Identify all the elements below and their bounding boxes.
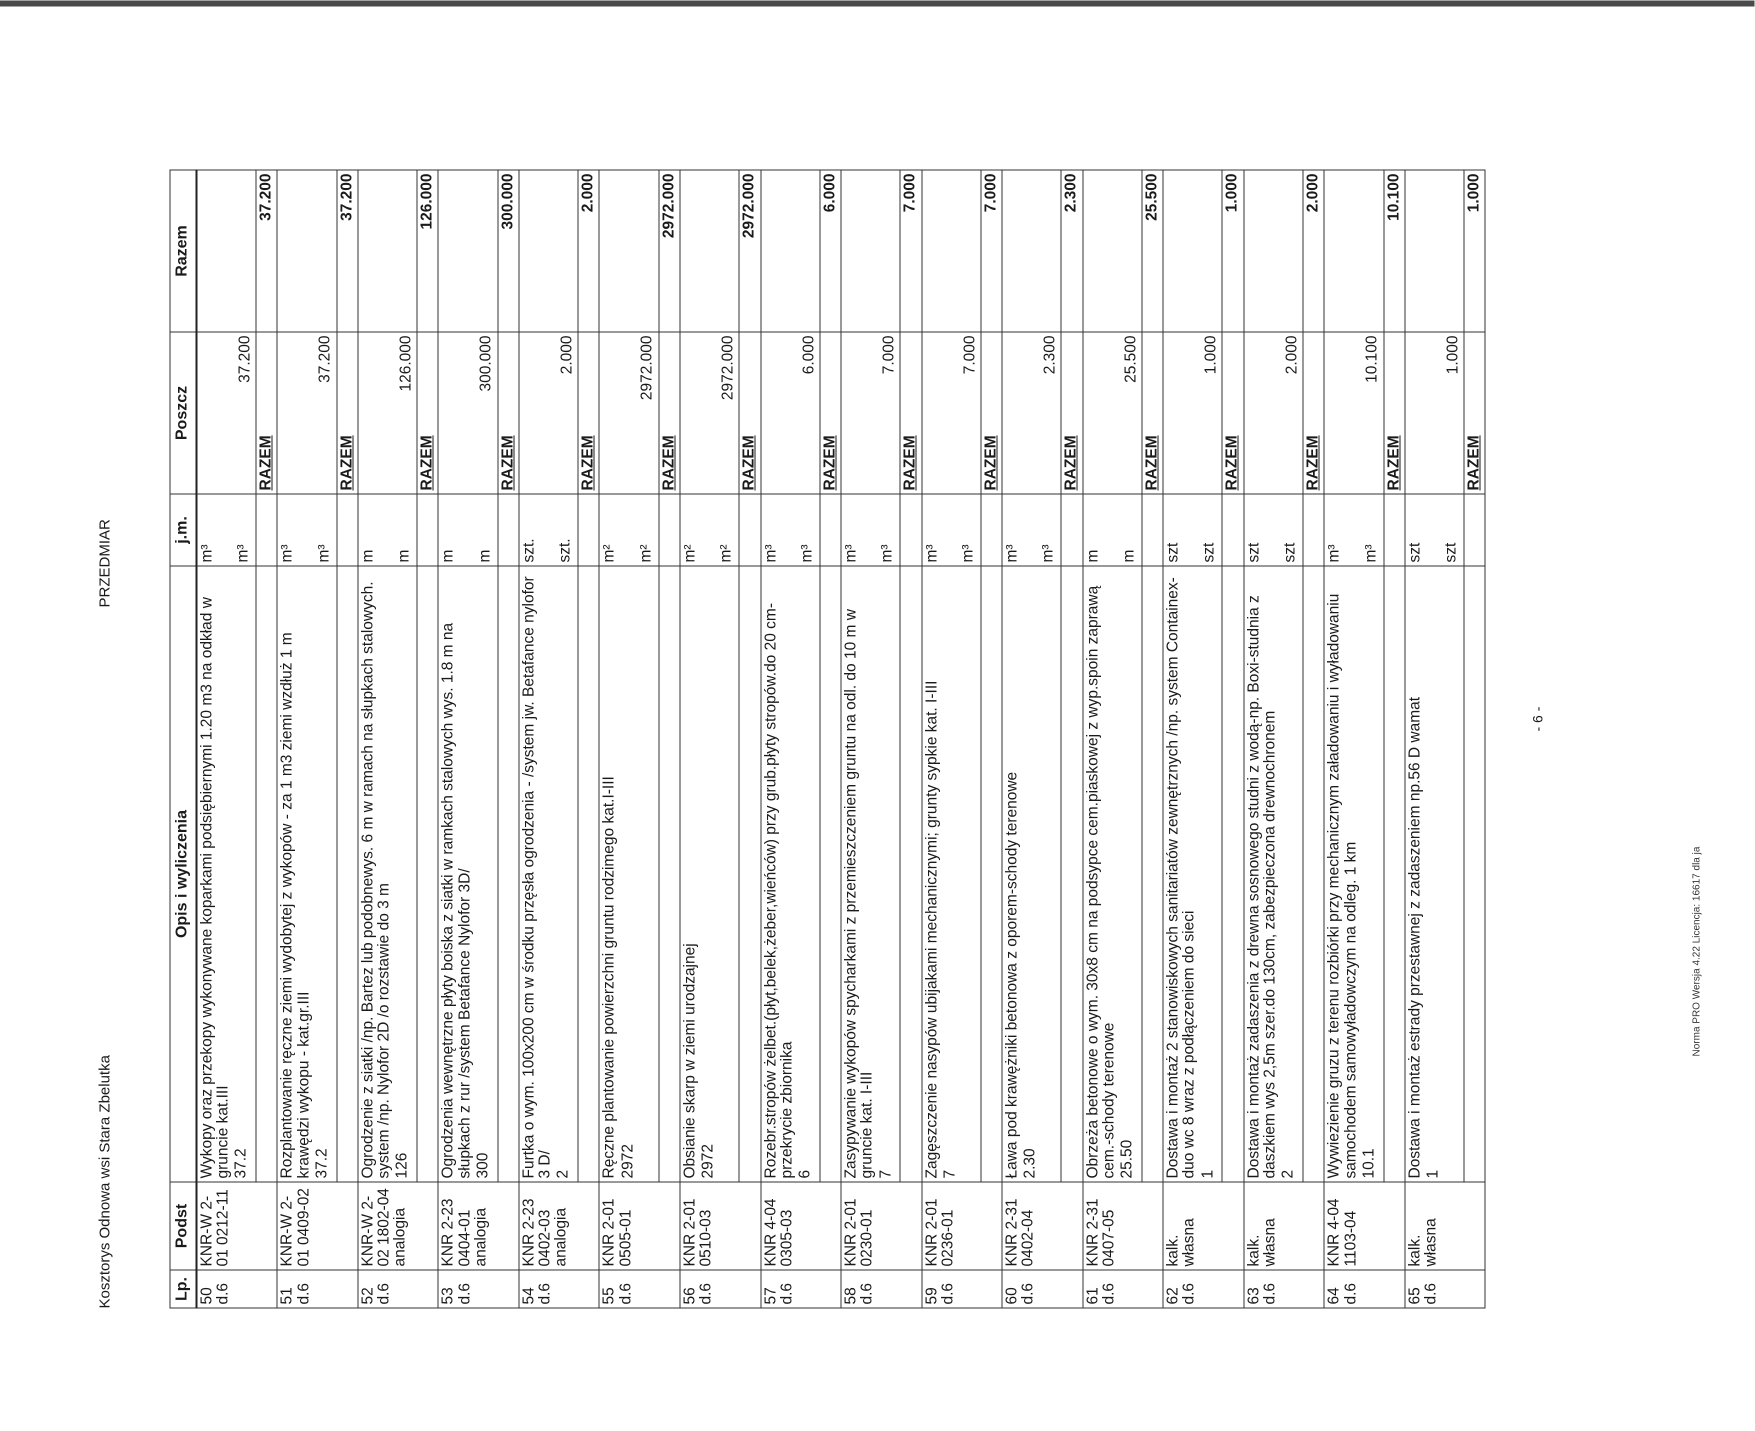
row-lp: 57 d.6 <box>761 1270 842 1308</box>
row-total: 300.000 <box>498 170 519 332</box>
razem-spacer <box>659 566 680 1182</box>
row-calculation: 1 <box>1199 1169 1217 1179</box>
razem-label: RAZEM <box>256 332 277 494</box>
row-unit-top: szt. <box>520 538 538 563</box>
row-description: Rozplantowanie ręczne ziemi wydobytej z wykopów - za 1 m3 ziemi wzdłuż 1 m krawędzi wykopu - kat.gr.III <box>278 632 313 1179</box>
razem-label: RAZEM <box>1303 332 1324 494</box>
razem-label: RAZEM <box>337 332 358 494</box>
row-podst: KNR 2-23 0404-01 analogia <box>438 1182 519 1270</box>
row-unit <box>922 494 981 566</box>
razem-label: RAZEM <box>1464 332 1485 494</box>
razem-spacer <box>337 494 358 566</box>
razem-spacer <box>256 494 277 566</box>
razem-row <box>820 170 841 1308</box>
row-unit <box>1163 494 1222 566</box>
table-row <box>680 170 739 1308</box>
row-lp: 61 d.6 <box>1083 1270 1164 1308</box>
row-razem-empty <box>519 170 578 332</box>
razem-spacer <box>820 566 841 1182</box>
razem-row <box>417 170 438 1308</box>
row-unit-calc: m³ <box>798 544 816 563</box>
row-poszcz <box>599 332 658 494</box>
razem-label: RAZEM <box>1222 332 1243 494</box>
row-lp: 55 d.6 <box>599 1270 680 1308</box>
row-poszcz <box>438 332 497 494</box>
row-poszcz <box>1002 332 1061 494</box>
row-opis <box>680 566 739 1182</box>
razem-spacer <box>498 566 519 1182</box>
razem-spacer <box>1384 566 1405 1182</box>
row-poszcz-value: 25.500 <box>1122 335 1140 383</box>
razem-spacer <box>1142 494 1163 566</box>
row-lp: 51 d.6 <box>277 1270 358 1308</box>
razem-spacer <box>900 566 921 1182</box>
row-unit-calc: m² <box>717 544 735 563</box>
row-total: 25.500 <box>1142 170 1163 332</box>
razem-row <box>256 170 277 1308</box>
row-podst: KNR 2-23 0402-03 analogia <box>519 1182 600 1270</box>
row-calculation: 37.2 <box>232 1148 250 1179</box>
row-razem-empty <box>1244 170 1303 332</box>
row-calculation: 2972 <box>619 1144 637 1179</box>
row-lp: 63 d.6 <box>1244 1270 1325 1308</box>
row-calculation: 7 <box>941 1169 959 1179</box>
razem-spacer <box>578 494 599 566</box>
razem-spacer <box>820 494 841 566</box>
razem-row <box>1464 170 1485 1308</box>
razem-spacer <box>337 566 358 1182</box>
row-razem-empty <box>599 170 658 332</box>
row-razem-empty <box>1002 170 1061 332</box>
row-unit-calc: m³ <box>959 544 977 563</box>
row-poszcz-value: 300.000 <box>477 335 495 392</box>
row-poszcz-value: 37.200 <box>236 335 254 383</box>
row-total: 126.000 <box>417 170 438 332</box>
row-poszcz-value: 2.000 <box>558 335 576 375</box>
row-unit-calc: m <box>476 549 494 563</box>
row-calculation: 2.30 <box>1021 1148 1039 1179</box>
razem-label: RAZEM <box>498 332 519 494</box>
row-unit-calc: m³ <box>878 544 896 563</box>
row-opis <box>1324 566 1383 1182</box>
row-description: Wywiezienie gruzu z terenu rozbiórki przy mechanicznym załadowaniu i wyładowaniu samochodem samowyładowczym na odleg. 1 km <box>1325 593 1359 1179</box>
row-opis <box>196 566 256 1182</box>
razem-spacer <box>1384 494 1405 566</box>
row-poszcz <box>1163 332 1222 494</box>
row-poszcz-value: 37.200 <box>316 335 334 383</box>
row-opis <box>599 566 658 1182</box>
table-row <box>1324 170 1383 1308</box>
row-poszcz <box>277 332 336 494</box>
row-poszcz <box>841 332 900 494</box>
row-total: 37.200 <box>337 170 358 332</box>
row-calculation: 126 <box>393 1152 411 1179</box>
razem-label: RAZEM <box>820 332 841 494</box>
table-row <box>1163 170 1222 1308</box>
row-total: 2972.000 <box>739 170 760 332</box>
row-unit <box>277 494 336 566</box>
row-description: Zasypywanie wykopów spycharkami z przemieszczeniem gruntu na odl. do 10 m w gruncie kat. I-III <box>842 609 876 1179</box>
table-row <box>438 170 497 1308</box>
row-podst: KNR 4-04 0305-03 <box>761 1182 842 1270</box>
row-poszcz-value: 1.000 <box>1444 335 1462 375</box>
row-podst: kalk. własna <box>1244 1182 1325 1270</box>
razem-label: RAZEM <box>900 332 921 494</box>
row-unit-calc: m² <box>637 544 655 563</box>
row-podst: KNR 2-01 0510-03 <box>680 1182 761 1270</box>
row-lp: 64 d.6 <box>1324 1270 1405 1308</box>
row-total: 6.000 <box>820 170 841 332</box>
razem-spacer <box>1464 494 1485 566</box>
razem-spacer <box>1142 566 1163 1182</box>
razem-label: RAZEM <box>1142 332 1163 494</box>
row-lp: 50 d.6 <box>196 1270 277 1308</box>
row-unit <box>680 494 739 566</box>
page-number: - 6 - <box>1529 706 1546 732</box>
row-description: Dostawa i montaż estrady przestawnej z zadaszeniem np.56 D wamat <box>1406 696 1424 1179</box>
row-total: 2.000 <box>578 170 599 332</box>
row-unit-top: m <box>359 549 377 563</box>
row-poszcz-value: 6.000 <box>800 335 818 375</box>
row-razem-empty <box>922 170 981 332</box>
row-unit <box>599 494 658 566</box>
razem-label: RAZEM <box>659 332 680 494</box>
scan-edge <box>0 1 1755 7</box>
row-total: 2972.000 <box>659 170 680 332</box>
row-poszcz-value: 7.000 <box>961 335 979 375</box>
row-lp: 65 d.6 <box>1405 1270 1486 1308</box>
razem-row <box>981 170 1002 1308</box>
row-poszcz <box>196 332 256 494</box>
row-total: 1.000 <box>1464 170 1485 332</box>
row-unit-calc: szt <box>1200 542 1218 563</box>
table-header-row <box>170 170 196 1308</box>
row-unit-top: m³ <box>278 544 296 563</box>
row-razem-empty <box>1324 170 1383 332</box>
row-podst: KNR 4-04 1103-04 <box>1324 1182 1405 1270</box>
row-razem-empty <box>358 170 417 332</box>
razem-row <box>1384 170 1405 1308</box>
row-razem-empty <box>438 170 497 332</box>
row-unit-calc: m <box>1120 549 1138 563</box>
row-description: Ręczne plantowanie powierzchni gruntu rodzimego kat.I-III <box>600 776 618 1179</box>
row-razem-empty <box>196 170 256 332</box>
document-title: PRZEDMIAR <box>96 519 114 608</box>
razem-row <box>1222 170 1243 1308</box>
row-calculation: 2972 <box>699 1144 717 1179</box>
razem-label: RAZEM <box>739 332 760 494</box>
row-poszcz-value: 10.100 <box>1363 335 1381 383</box>
row-opis <box>519 566 578 1182</box>
table-row <box>1405 170 1464 1308</box>
row-poszcz-value: 1.000 <box>1202 335 1220 375</box>
razem-spacer <box>578 566 599 1182</box>
row-unit-top: m³ <box>1325 544 1343 563</box>
row-unit <box>1324 494 1383 566</box>
row-description: Zagęszczenie nasypów ubijakami mechanicznymi; grunty sypkie kat. I-III <box>923 680 941 1179</box>
row-unit-top: m³ <box>842 544 860 563</box>
razem-spacer <box>1061 494 1082 566</box>
row-unit <box>438 494 497 566</box>
software-footer: Norma PRO Wersja 4.22 Licencja: 16617 dla ja <box>1691 846 1703 1057</box>
row-calculation: 37.2 <box>313 1148 331 1179</box>
table-row <box>1002 170 1061 1308</box>
row-unit-calc: szt <box>1281 542 1299 563</box>
row-lp: 52 d.6 <box>358 1270 439 1308</box>
razem-spacer <box>739 494 760 566</box>
row-podst: kalk. własna <box>1405 1182 1486 1270</box>
razem-spacer <box>1464 566 1485 1182</box>
col-jm: j.m. <box>170 494 196 566</box>
razem-row <box>659 170 680 1308</box>
row-podst: kalk. własna <box>1163 1182 1244 1270</box>
col-razem: Razem <box>170 170 196 332</box>
row-poszcz <box>1405 332 1464 494</box>
row-lp: 60 d.6 <box>1002 1270 1083 1308</box>
row-poszcz <box>680 332 739 494</box>
row-opis <box>1244 566 1303 1182</box>
row-poszcz <box>1324 332 1383 494</box>
row-unit-calc: m <box>395 549 413 563</box>
document-header: Kosztorys Odnowa wsi Stara Zbelutka <box>96 1055 114 1309</box>
row-unit-top: m³ <box>923 544 941 563</box>
row-podst: KNR 2-01 0505-01 <box>599 1182 680 1270</box>
row-calculation: 25.50 <box>1118 1139 1136 1179</box>
row-unit-top: szt <box>1406 542 1424 563</box>
row-total: 7.000 <box>981 170 1002 332</box>
row-unit <box>196 494 256 566</box>
row-poszcz <box>358 332 417 494</box>
row-unit <box>1405 494 1464 566</box>
razem-label: RAZEM <box>578 332 599 494</box>
row-podst: KNR-W 2- 01 0212-11 <box>196 1182 277 1270</box>
razem-row <box>1303 170 1324 1308</box>
row-poszcz-value: 2.300 <box>1041 335 1059 375</box>
row-unit-calc: szt <box>1442 542 1460 563</box>
razem-row <box>498 170 519 1308</box>
row-total: 10.100 <box>1384 170 1405 332</box>
row-calculation: 10.1 <box>1360 1148 1378 1179</box>
row-unit-calc: m³ <box>1039 544 1057 563</box>
row-description: Dostawa i montaż 2 stanowiskowych sanitariatów zewnętrznych /np. system Containex-duo wc 8 wraz z podłączeniem do sieci <box>1164 577 1198 1179</box>
table-row <box>841 170 900 1308</box>
row-calculation: 6 <box>796 1169 814 1179</box>
table-row <box>277 170 336 1308</box>
row-poszcz-value: 126.000 <box>397 335 415 392</box>
row-calculation: 2 <box>1279 1169 1297 1179</box>
document-page <box>0 1 1755 1431</box>
razem-spacer <box>417 566 438 1182</box>
row-unit <box>1002 494 1061 566</box>
row-calculation: 7 <box>877 1169 895 1179</box>
razem-spacer <box>1222 494 1243 566</box>
row-description: Obsianie skarp w ziemi urodzajnej <box>681 943 699 1179</box>
table-row <box>1244 170 1303 1308</box>
razem-label: RAZEM <box>1061 332 1082 494</box>
row-calculation: 2 <box>554 1169 572 1179</box>
row-unit-top: m³ <box>1003 544 1021 563</box>
row-calculation: 1 <box>1424 1169 1442 1179</box>
razem-row <box>578 170 599 1308</box>
bill-of-quantities-table <box>170 170 1486 1309</box>
row-description: Ogrodzenia wewnętrzne płyty boiska z siatki w ramkach stalowych wys. 1.8 m na słupkach z rur /system Betafance Nylofor 3D/ <box>439 622 474 1179</box>
row-poszcz-value: 7.000 <box>880 335 898 375</box>
col-opis: Opis i wyliczenia <box>170 566 196 1182</box>
row-lp: 62 d.6 <box>1163 1270 1244 1308</box>
row-poszcz <box>1244 332 1303 494</box>
row-unit-top: m <box>1084 549 1102 563</box>
row-lp: 53 d.6 <box>438 1270 519 1308</box>
row-lp: 54 d.6 <box>519 1270 600 1308</box>
row-opis <box>841 566 900 1182</box>
row-unit-top: szt <box>1245 542 1263 563</box>
row-unit-top: szt <box>1164 542 1182 563</box>
row-opis <box>438 566 497 1182</box>
row-razem-empty <box>1083 170 1142 332</box>
row-unit <box>1244 494 1303 566</box>
row-opis <box>1083 566 1142 1182</box>
row-unit <box>841 494 900 566</box>
razem-spacer <box>739 566 760 1182</box>
razem-spacer <box>981 566 1002 1182</box>
row-unit-top: m² <box>681 544 699 563</box>
row-podst: KNR 2-01 0230-01 <box>841 1182 922 1270</box>
row-total: 2.000 <box>1303 170 1324 332</box>
razem-spacer <box>981 494 1002 566</box>
razem-spacer <box>256 566 277 1182</box>
row-description: Rozebr.stropów żelbet.(płyt,belek,żeber,wieńców) przy grub.płyty stropów.do 20 cm-przekrycie zbiornika <box>762 603 796 1179</box>
row-podst: KNR 2-31 0407-05 <box>1083 1182 1164 1270</box>
row-poszcz <box>519 332 578 494</box>
razem-spacer <box>900 494 921 566</box>
col-poszcz: Poszcz <box>170 332 196 494</box>
row-unit-calc: m³ <box>315 544 333 563</box>
table-row <box>519 170 578 1308</box>
row-opis <box>1002 566 1061 1182</box>
razem-row <box>900 170 921 1308</box>
row-opis <box>277 566 336 1182</box>
row-razem-empty <box>277 170 336 332</box>
row-calculation: 300 <box>474 1152 492 1179</box>
row-opis <box>1163 566 1222 1182</box>
row-razem-empty <box>680 170 739 332</box>
row-opis <box>761 566 820 1182</box>
razem-row <box>337 170 358 1308</box>
razem-label: RAZEM <box>981 332 1002 494</box>
table-row <box>599 170 658 1308</box>
row-lp: 56 d.6 <box>680 1270 761 1308</box>
row-poszcz-value: 2972.000 <box>638 335 656 401</box>
row-description: Obrzeża betonowe o wym. 30x8 cm na podsypce cem.piaskowej z wyp.spoin zaprawą cem.-schody terenowe <box>1084 585 1118 1179</box>
row-podst: KNR 2-01 0236-01 <box>922 1182 1003 1270</box>
row-lp: 58 d.6 <box>841 1270 922 1308</box>
row-unit <box>1083 494 1142 566</box>
row-razem-empty <box>1405 170 1464 332</box>
razem-label: RAZEM <box>417 332 438 494</box>
row-unit-top: m³ <box>198 544 216 563</box>
row-opis <box>922 566 981 1182</box>
row-total: 1.000 <box>1222 170 1243 332</box>
row-unit-top: m³ <box>762 544 780 563</box>
table-row <box>1083 170 1142 1308</box>
row-unit-calc: szt. <box>556 538 574 563</box>
table-row <box>196 170 256 1308</box>
row-lp: 59 d.6 <box>922 1270 1003 1308</box>
row-poszcz <box>1083 332 1142 494</box>
table-row <box>761 170 820 1308</box>
row-unit-calc: m³ <box>234 544 252 563</box>
col-lp: Lp. <box>170 1270 196 1308</box>
row-podst: KNR-W 2- 02 1802-04 analogia <box>358 1182 439 1270</box>
razem-spacer <box>659 494 680 566</box>
razem-label: RAZEM <box>1384 332 1405 494</box>
row-unit <box>761 494 820 566</box>
row-podst: KNR 2-31 0402-04 <box>1002 1182 1083 1270</box>
table-row <box>358 170 417 1308</box>
table-body <box>196 170 1485 1308</box>
razem-spacer <box>1303 566 1324 1182</box>
row-razem-empty <box>1163 170 1222 332</box>
row-opis <box>358 566 417 1182</box>
razem-row <box>1061 170 1082 1308</box>
row-total: 2.300 <box>1061 170 1082 332</box>
razem-row <box>1142 170 1163 1308</box>
table-row <box>922 170 981 1308</box>
row-unit <box>358 494 417 566</box>
razem-row <box>739 170 760 1308</box>
row-razem-empty <box>761 170 820 332</box>
razem-spacer <box>1061 566 1082 1182</box>
razem-spacer <box>1222 566 1243 1182</box>
row-description: Ogrodzenie z siatki /np. Bartez lub podobnewys. 6 m w ramach na słupkach stalowych. system /np. Nylofor 2D /o rozstawie do 3 m <box>359 581 393 1179</box>
row-total: 37.200 <box>256 170 277 332</box>
row-podst: KNR-W 2- 01 0409-02 <box>277 1182 358 1270</box>
row-poszcz <box>761 332 820 494</box>
row-poszcz-value: 2.000 <box>1283 335 1301 375</box>
row-poszcz-value: 2972.000 <box>719 335 737 401</box>
row-description: Wykopy oraz przekopy wykonywane koparkami podsiębiernymi 1.20 m3 na odkład w gruncie kat.III <box>198 597 232 1179</box>
row-unit-top: m <box>439 549 457 563</box>
row-razem-empty <box>841 170 900 332</box>
row-poszcz <box>922 332 981 494</box>
col-podst: Podst <box>170 1182 196 1270</box>
row-description: Furtka o wym. 100x200 cm w środku przęsła ogrodzenia - /system jw. Betafance nylofor 3 D/ <box>520 576 554 1179</box>
row-total: 7.000 <box>900 170 921 332</box>
row-unit-top: m² <box>600 544 618 563</box>
razem-spacer <box>1303 494 1324 566</box>
razem-spacer <box>498 494 519 566</box>
row-unit-calc: m³ <box>1362 544 1379 563</box>
razem-spacer <box>417 494 438 566</box>
row-description: Ława pod krawężniki betonowa z oporem-schody terenowe <box>1003 771 1021 1179</box>
row-unit <box>519 494 578 566</box>
row-opis <box>1405 566 1464 1182</box>
row-description: Dostawa i montaż zadaszenia z drewna sosnowego studni z wodą-np. Boxi-studnia z daszkiem wys 2,5m szer.do 130cm, zabezpieczona drewnochronem <box>1245 595 1279 1179</box>
